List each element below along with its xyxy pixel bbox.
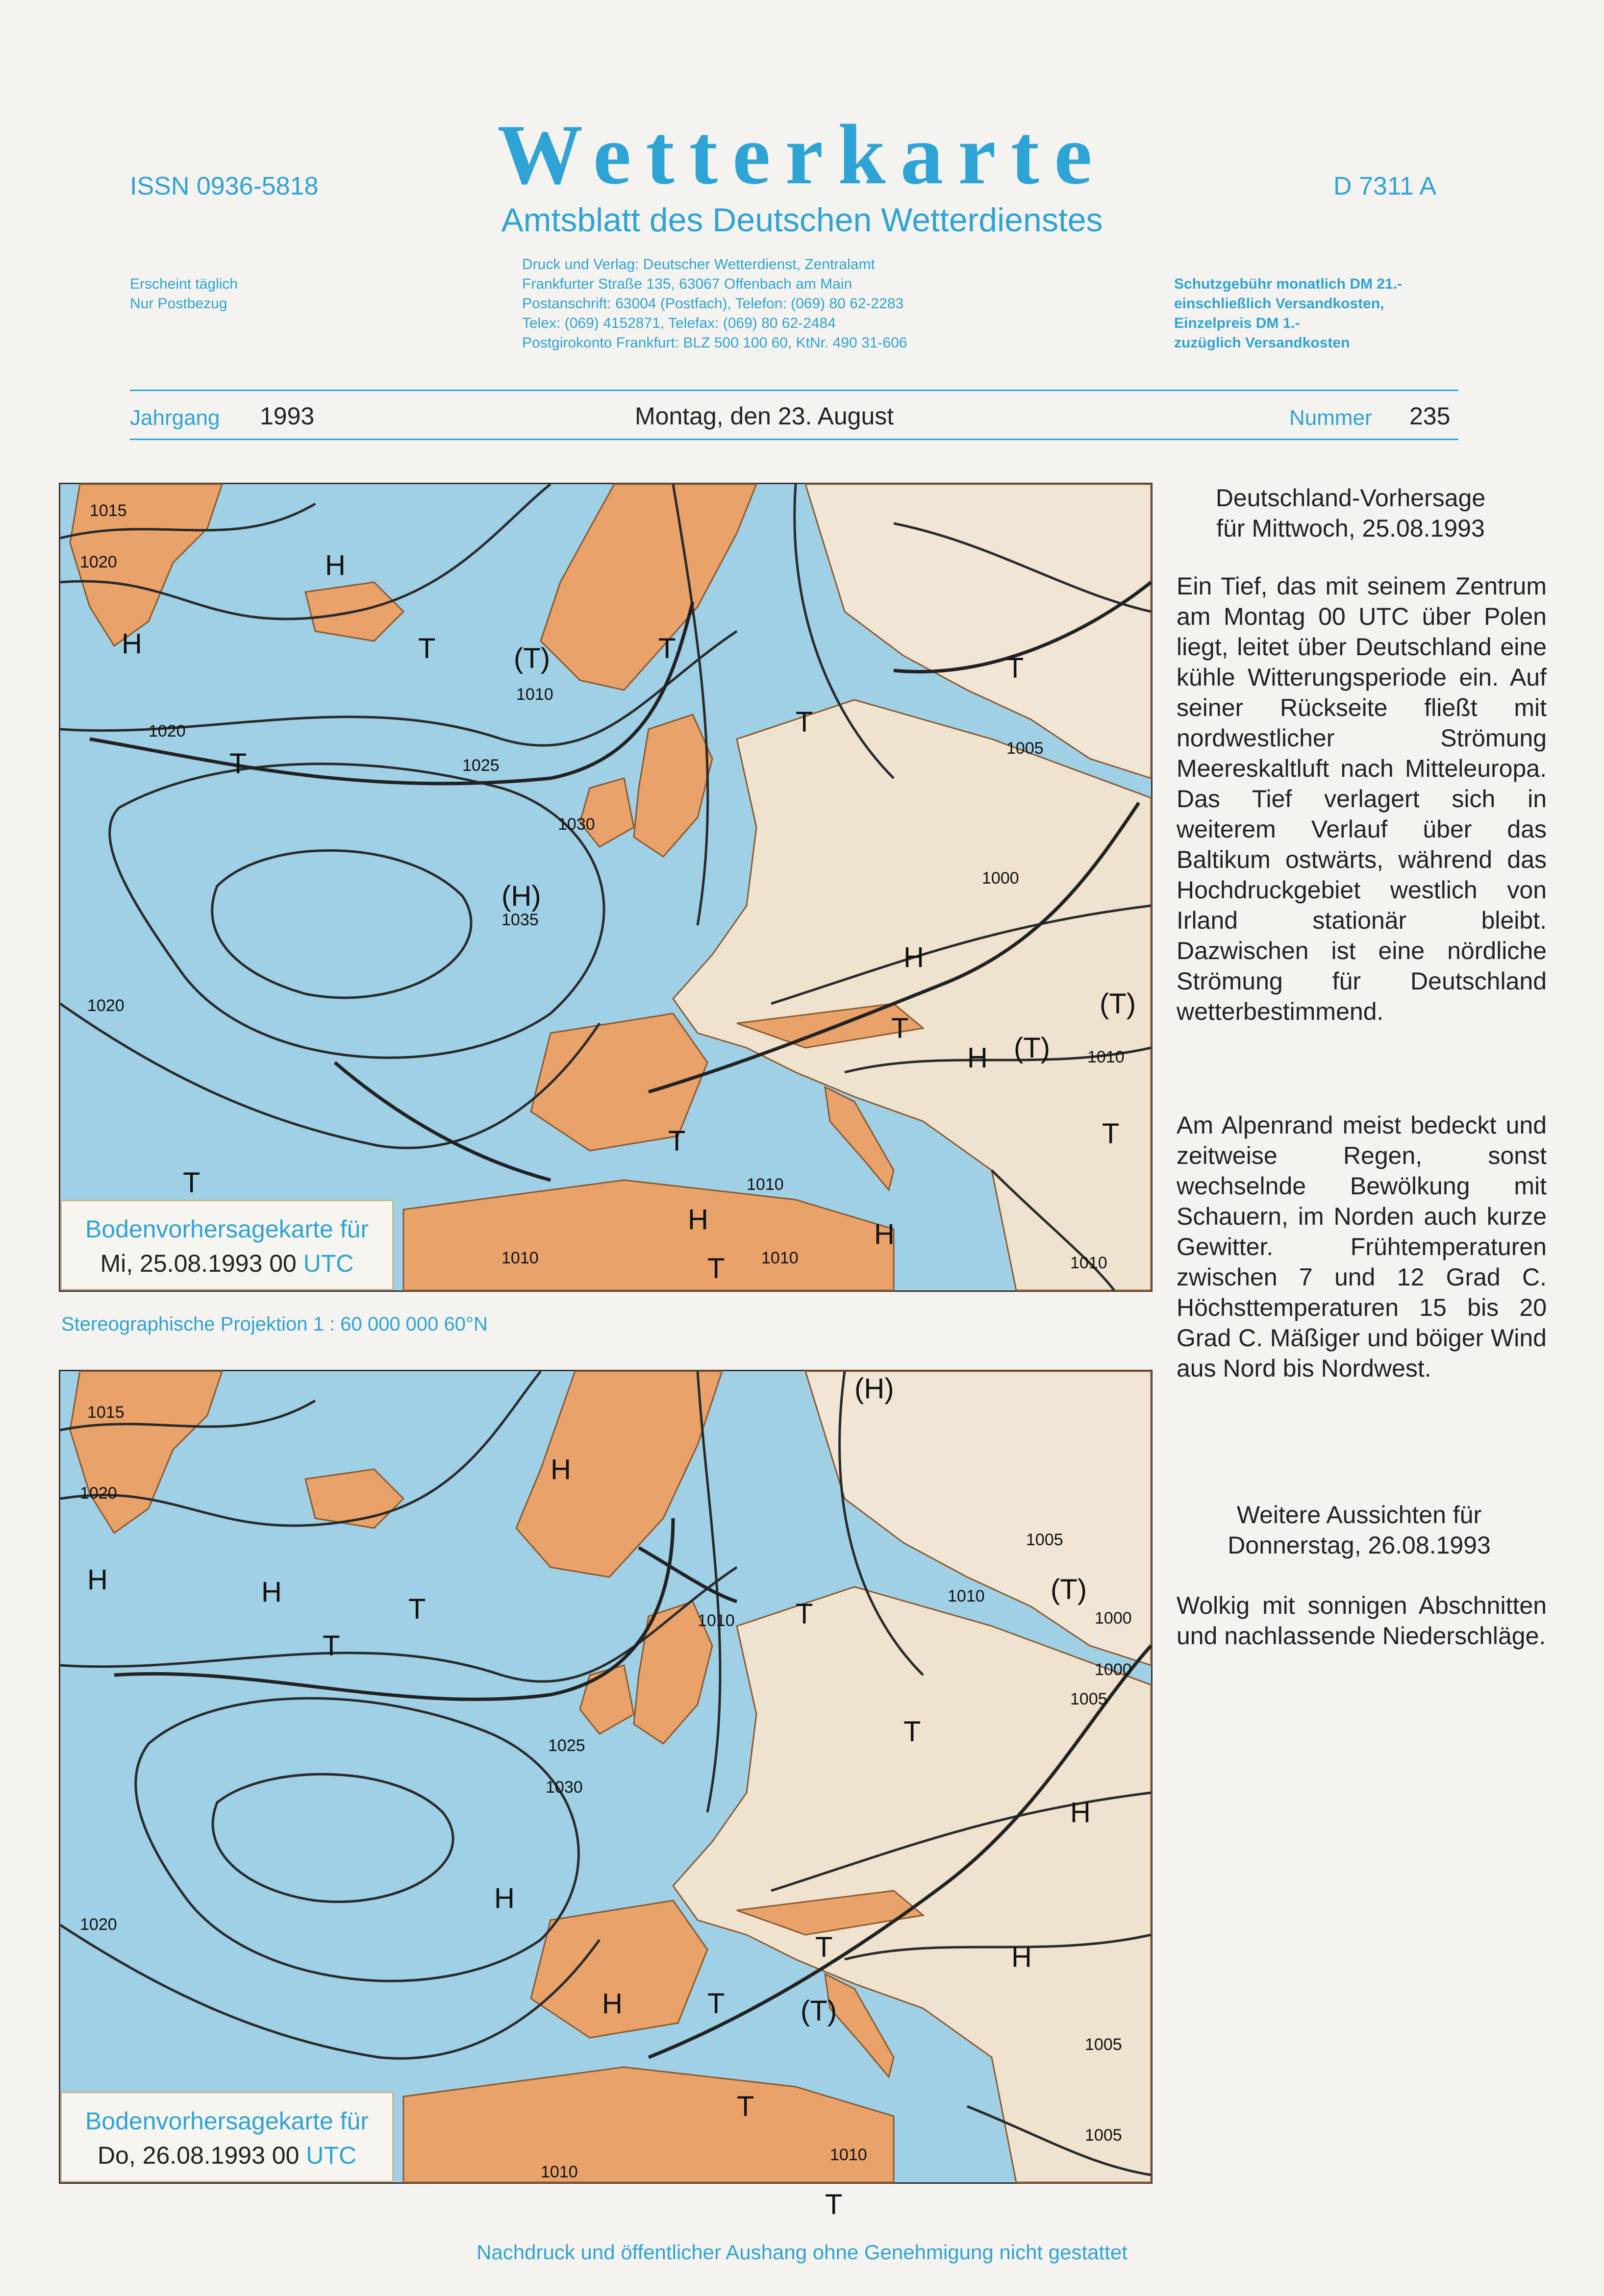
svg-text:T: T (903, 1716, 921, 1748)
postal-code: D 7311 A (1333, 172, 1437, 200)
svg-text:1000: 1000 (1095, 1609, 1132, 1628)
svg-text:H: H (688, 1204, 708, 1235)
svg-text:H: H (602, 1988, 623, 2020)
svg-text:H: H (874, 1218, 895, 1250)
svg-text:1020: 1020 (80, 553, 117, 571)
nummer-label: Nummer (1289, 406, 1372, 430)
svg-text:T: T (796, 1598, 813, 1630)
svg-text:T: T (737, 2091, 754, 2123)
jahrgang-value: 1993 (260, 402, 315, 430)
svg-text:H: H (325, 549, 346, 581)
svg-text:T: T (815, 1931, 833, 1963)
svg-text:(T): (T) (514, 642, 551, 674)
svg-text:1010: 1010 (1070, 1254, 1107, 1272)
svg-text:1020: 1020 (149, 722, 186, 741)
forecast-map-1 (59, 483, 1153, 1292)
scandinavia (541, 484, 756, 690)
svg-text:H: H (551, 1454, 571, 1485)
masthead-title: Wetterkarte (497, 107, 1107, 202)
issn: ISSN 0936-5818 (130, 172, 319, 200)
projection-note: Stereographische Projektion 1 : 60 000 000 60°N (61, 1313, 488, 1335)
svg-text:1030: 1030 (546, 1778, 583, 1797)
svg-text:(T): (T) (801, 1995, 837, 2027)
svg-text:1005: 1005 (1085, 2126, 1122, 2145)
svg-text:(H): (H) (854, 1373, 894, 1405)
svg-text:H: H (87, 1564, 108, 1596)
svg-text:1025: 1025 (462, 756, 500, 775)
svg-text:1025: 1025 (548, 1736, 585, 1755)
svg-text:1030: 1030 (558, 815, 595, 834)
svg-text:T: T (1102, 1118, 1120, 1150)
svg-text:T: T (668, 1125, 686, 1157)
north-africa (403, 1180, 894, 1290)
svg-text:T: T (229, 748, 247, 780)
svg-text:1015: 1015 (90, 501, 127, 520)
forecast-heading: Deutschland-Vorhersage für Mittwoch, 25.08.1993 (1215, 484, 1486, 542)
issue-date: Montag, den 23. August (635, 402, 894, 430)
svg-text:1010: 1010 (501, 1249, 539, 1267)
svg-text:(H): (H) (501, 880, 541, 912)
fee-info: Schutzgebühr monatlich DM 21.- einschließlich Versandkosten, Einzelpreis DM 1.- zuzüglich Versandkosten (1174, 276, 1403, 351)
svg-text:T: T (796, 706, 813, 738)
outlook-heading: Weitere Aussichten für Donnerstag, 26.08.1993 (1228, 1501, 1491, 1559)
svg-text:T: T (707, 1988, 725, 2020)
svg-text:1005: 1005 (1070, 1690, 1107, 1708)
svg-text:T: T (323, 1630, 340, 1662)
svg-text:1020: 1020 (80, 1915, 117, 1934)
svg-text:1015: 1015 (87, 1403, 125, 1422)
svg-text:1010: 1010 (830, 2146, 867, 2164)
svg-text:(T): (T) (1051, 1574, 1087, 1605)
svg-text:1000: 1000 (1095, 1660, 1132, 1679)
svg-text:T: T (1006, 652, 1024, 684)
svg-text:H: H (1070, 1797, 1091, 1828)
svg-text:(T): (T) (1100, 988, 1136, 1020)
map-2-graphic (60, 1371, 1151, 2221)
svg-text:1035: 1035 (501, 911, 539, 929)
svg-text:T: T (658, 633, 676, 665)
svg-text:1010: 1010 (541, 2163, 578, 2181)
svg-text:T: T (707, 1253, 725, 1284)
svg-text:1000: 1000 (982, 869, 1019, 888)
svg-text:T: T (891, 1012, 909, 1044)
svg-text:(T): (T) (1014, 1032, 1051, 1064)
svg-text:1020: 1020 (87, 996, 125, 1015)
svg-text:1010: 1010 (948, 1587, 985, 1605)
masthead-subtitle: Amtsblatt des Deutschen Wetterdienstes (501, 201, 1103, 239)
publisher-info: Druck und Verlag: Deutscher Wetterdienst, Zentralamt Frankfurter Straße 135, 63067 Offenbach am Main Postanschrift: 63004 (Postfach), Telefon: (069) 80 62-2283 Telex: (069) 4152871, Telefax: (069) 80 62-2484 Postgirokonto Frankfurt: BLZ 500 100 60, KtNr. 490 31-606 (522, 256, 907, 351)
svg-text:T: T (418, 633, 436, 665)
svg-text:1010: 1010 (1087, 1048, 1125, 1066)
british-isles (634, 715, 712, 857)
svg-text:T: T (183, 1167, 200, 1199)
svg-text:H: H (494, 1882, 515, 1914)
distribution-note: Erscheint täglich Nur Postbezug (130, 276, 238, 312)
forecast-map-2 (59, 1370, 1153, 2221)
reprint-notice: Nachdruck und öffentlicher Aushang ohne Genehmigung nicht gestattet (476, 2241, 1128, 2264)
svg-text:H: H (261, 1576, 282, 1608)
map-1-caption: Bodenvorhersagekarte für Mi, 25.08.1993 00 UTC (60, 1200, 394, 1290)
svg-text:1010: 1010 (516, 685, 553, 704)
svg-text:1005: 1005 (1085, 2035, 1122, 2054)
forecast-paragraph-1: Ein Tief, das mit seinem Zentrum am Montag 00 UTC über Polen liegt, leitet über Deutschland eine kühle Witterungsperiode ein. Auf seiner Rückseite fließt mit nordwestlicher Strömung Meereskaltluft nach Mitteleuropa. Das Tief verlagert sich in weiterem Verlauf über das Baltikum ostwärts, während das Hochdruckgebiet westlich von Irland stationär bleibt. Dazwischen ist eine nördliche Strömung für Deutschland wetterbestimmend. (1177, 572, 1547, 1025)
rule-bottom (130, 439, 1458, 440)
svg-text:H: H (903, 941, 924, 973)
ireland (580, 778, 634, 847)
svg-text:T: T (408, 1593, 426, 1625)
svg-text:T: T (825, 2189, 843, 2221)
svg-text:H: H (967, 1042, 988, 1074)
svg-text:1020: 1020 (80, 1484, 117, 1503)
svg-text:1010: 1010 (747, 1175, 784, 1194)
svg-text:1010: 1010 (761, 1249, 799, 1267)
map-1-graphic (60, 484, 1151, 1290)
jahrgang-label: Jahrgang (130, 406, 220, 430)
outlook-paragraph: Wolkig mit sonnigen Abschnitten und nachlassende Niederschläge. (1177, 1592, 1547, 1650)
land-masses-2 (70, 1371, 1151, 2182)
rule-top (130, 390, 1458, 391)
svg-text:H: H (122, 628, 142, 660)
map-2-caption: Bodenvorhersagekarte für Do, 26.08.1993 00 UTC (60, 2092, 394, 2182)
svg-text:1010: 1010 (698, 1611, 735, 1630)
forecast-paragraph-2: Am Alpenrand meist bedeckt und zeitweise Regen, sonst wechselnde Bewölkung mit Schauern, im Norden auch kurze Gewitter. Frühtemperaturen zwischen 7 und 12 Grad C. Höchsttemperaturen 15 bis 20 Grad C. Mäßiger und böiger Wind aus Nord bis Nordwest. (1177, 1111, 1547, 1382)
svg-text:H: H (1011, 1941, 1032, 1973)
svg-text:1005: 1005 (1026, 1531, 1063, 1549)
svg-text:1005: 1005 (1006, 739, 1044, 758)
nummer-value: 235 (1409, 402, 1451, 430)
